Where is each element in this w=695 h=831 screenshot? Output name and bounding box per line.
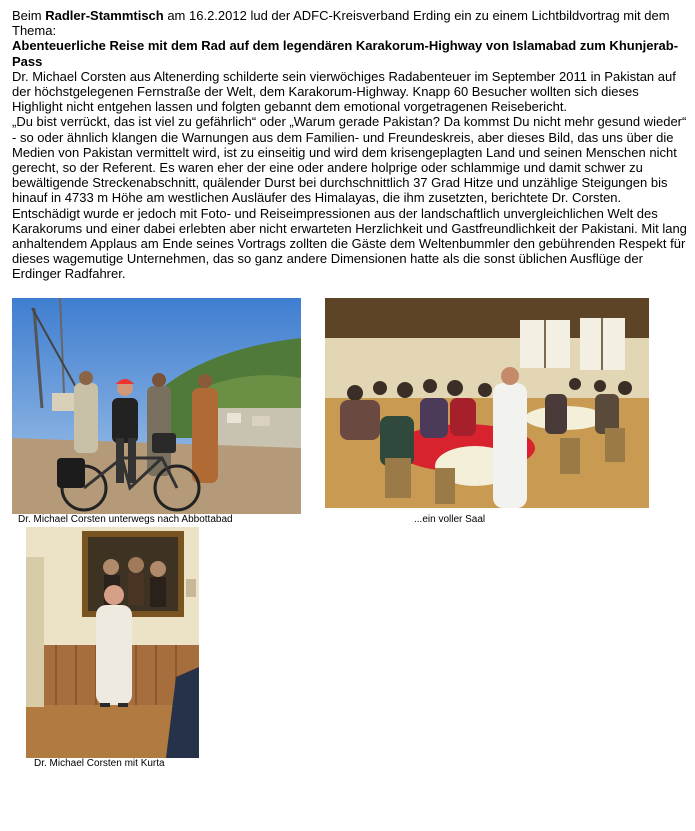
event-name: Radler-Stammtisch	[45, 8, 164, 23]
photo-abbottabad	[12, 298, 301, 514]
caption-full-hall: ...ein voller Saal	[414, 514, 486, 525]
intro-line	[12, 8, 688, 38]
intro-rest: am 16.2.2012 lud der ADFC-Kreisverband Erding ein zu einem Lichtbildvortrag mit dem Thema:	[12, 8, 670, 39]
photo-kurta	[26, 527, 199, 758]
photo-full-hall	[325, 298, 649, 508]
intro-prefix: Beim	[12, 8, 46, 23]
paragraph-1: Dr. Michael Corsten aus Altenerding schilderte sein vierwöchiges Radabenteuer im September 2011 in Pakistan auf der höchstgelegenen Fernstraße der Welt, dem Karakorum-Highway. Knapp 60 Besucher wollten sich dieses Highlight nicht entgehen lassen und folgten gebannt dem emotional vorgetragenen Reisebericht.	[12, 68, 676, 115]
caption-abbottabad: Dr. Michael Corsten unterwegs nach Abbottabad	[18, 514, 233, 525]
article-text	[12, 8, 688, 282]
caption-kurta: Dr. Michael Corsten mit Kurta	[34, 758, 165, 769]
headline: Abenteuerliche Reise mit dem Rad auf dem legendären Karakorum-Highway von Islamabad zum Khunjerab-Pass	[12, 38, 679, 69]
paragraph-2: „Du bist verrückt, das ist viel zu gefährlich“ oder „Warum gerade Pakistan? Da kommst Du nicht mehr gesund wieder“ - so oder ähnlich klangen die Warnungen aus dem Familien- und Freundeskreis, aber dieses Bild, das uns über die Medien von Pakistan vermittelt wird, ist zu einseitig und wird dem krisengeplagten Land und seinen Menschen nicht gerecht, so der Referent. Es waren eher der eine oder andere holprige oder schlammige und damit schwer zu bewältigende Streckenabschnitt, quälender Durst bei durchschnittlich 37 Grad Hitze und unzählige Steigungen bis hinauf in 4733 m Höhe am westlichen Ausläufer des Himalayas, die ihm zusetzten, berichtete Dr. Corsten. Entschädigt wurde er jedoch mit Foto- und Reiseimpressionen aus der landschaftlich unvergleichlichen Welt des Karakorums und einer dabei erlebten aber nicht erwarteten Herzlichkeit und Gastfreundlichkeit der Pakistani. Mit lang anhaltendem Applaus am Ende seines Vortrags zollten die Gäste dem Weltenbummler den gebührenden Respekt für dieses wagemutige Unternehmen, das so ganz andere Dimensionen hatte als die sonst üblichen Ausflüge der Erdinger Radfahrer.	[12, 114, 687, 282]
